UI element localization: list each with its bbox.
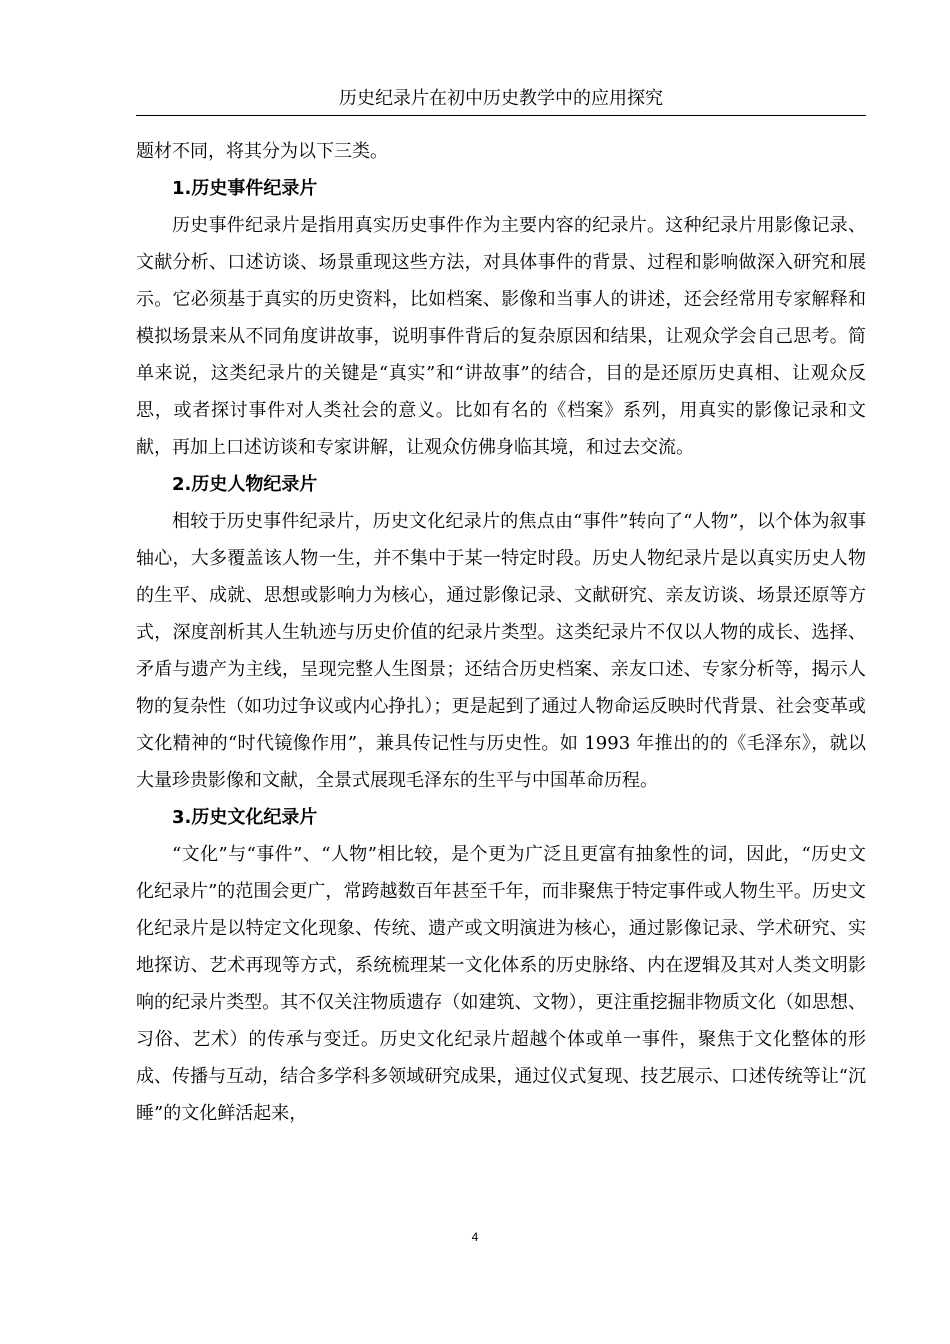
body-text <box>136 133 866 1132</box>
header-rule <box>136 115 866 116</box>
section-heading-figures: 2.历史人物纪录片 <box>172 474 318 495</box>
paragraph-events: 历史事件纪录片是指用真实历史事件作为主要内容的纪录片。这种纪录片用影像记录、文献分析、口述访谈、场景重现这些方法，对具体事件的背景、过程和影响做深入研究和展示。它必须基于真实的历史资料，比如档案、影像和当事人的讲述，还会经常用专家解释和模拟场景来从不同角度讲故事，说明事件背后的复杂原因和结果，让观众学会自己思考。简单来说，这类纪录片的关键是“真实”和“讲故事”的结合，目的是还原历史真相、让观众反思，或者探讨事件对人类社会的意义。比如有名的《档案》系列，用真实的影像记录和文献，再加上口述访谈和专家讲解，让观众仿佛身临其境，和过去交流。 <box>136 215 866 458</box>
running-header: 历史纪录片在初中历史教学中的应用探究 <box>339 88 663 109</box>
section-heading-events: 1.历史事件纪录片 <box>172 178 318 199</box>
paragraph-culture: “文化”与“事件”、“人物”相比较，是个更为广泛且更富有抽象性的词，因此，“历史文化纪录片”的范围会更广，常跨越数百年甚至千年，而非聚焦于特定事件或人物生平。历史文化纪录片是以特定文化现象、传统、遗产或文明演进为核心，通过影像记录、学术研究、实地探访、艺术再现等方式，系统梳理某一文化体系的历史脉络、内在逻辑及其对人类文明影响的纪录片类型。其不仅关注物质遗存（如建筑、文物），更注重挖掘非物质文化（如思想、习俗、艺术）的传承与变迁。历史文化纪录片超越个体或单一事件，聚焦于文化整体的形成、传播与互动，结合多学科多领域研究成果，通过仪式复现、技艺展示、口述传统等让“沉睡”的文化鲜活起来， <box>136 844 866 1124</box>
page-number: 4 <box>471 1230 479 1244</box>
intro-paragraph: 题材不同，将其分为以下三类。 <box>136 141 388 162</box>
section-heading-culture: 3.历史文化纪录片 <box>172 807 318 828</box>
paragraph-figures: 相较于历史事件纪录片，历史文化纪录片的焦点由“事件”转向了“人物”，以个体为叙事轴心，大多覆盖该人物一生，并不集中于某一特定时段。历史人物纪录片是以真实历史人物的生平、成就、思想或影响力为核心，通过影像记录、文献研究、亲友访谈、场景还原等方式，深度剖析其人生轨迹与历史价值的纪录片类型。这类纪录片不仅以人物的成长、选择、矛盾与遗产为主线，呈现完整人生图景；还结合历史档案、亲友口述、专家分析等，揭示人物的复杂性（如功过争议或内心挣扎）；更是起到了通过人物命运反映时代背景、社会变革或文化精神的“时代镜像作用”，兼具传记性与历史性。如 1993 年推出的的《毛泽东》，就以大量珍贵影像和文献，全景式展现毛泽东的生平与中国革命历程。 <box>136 511 866 791</box>
